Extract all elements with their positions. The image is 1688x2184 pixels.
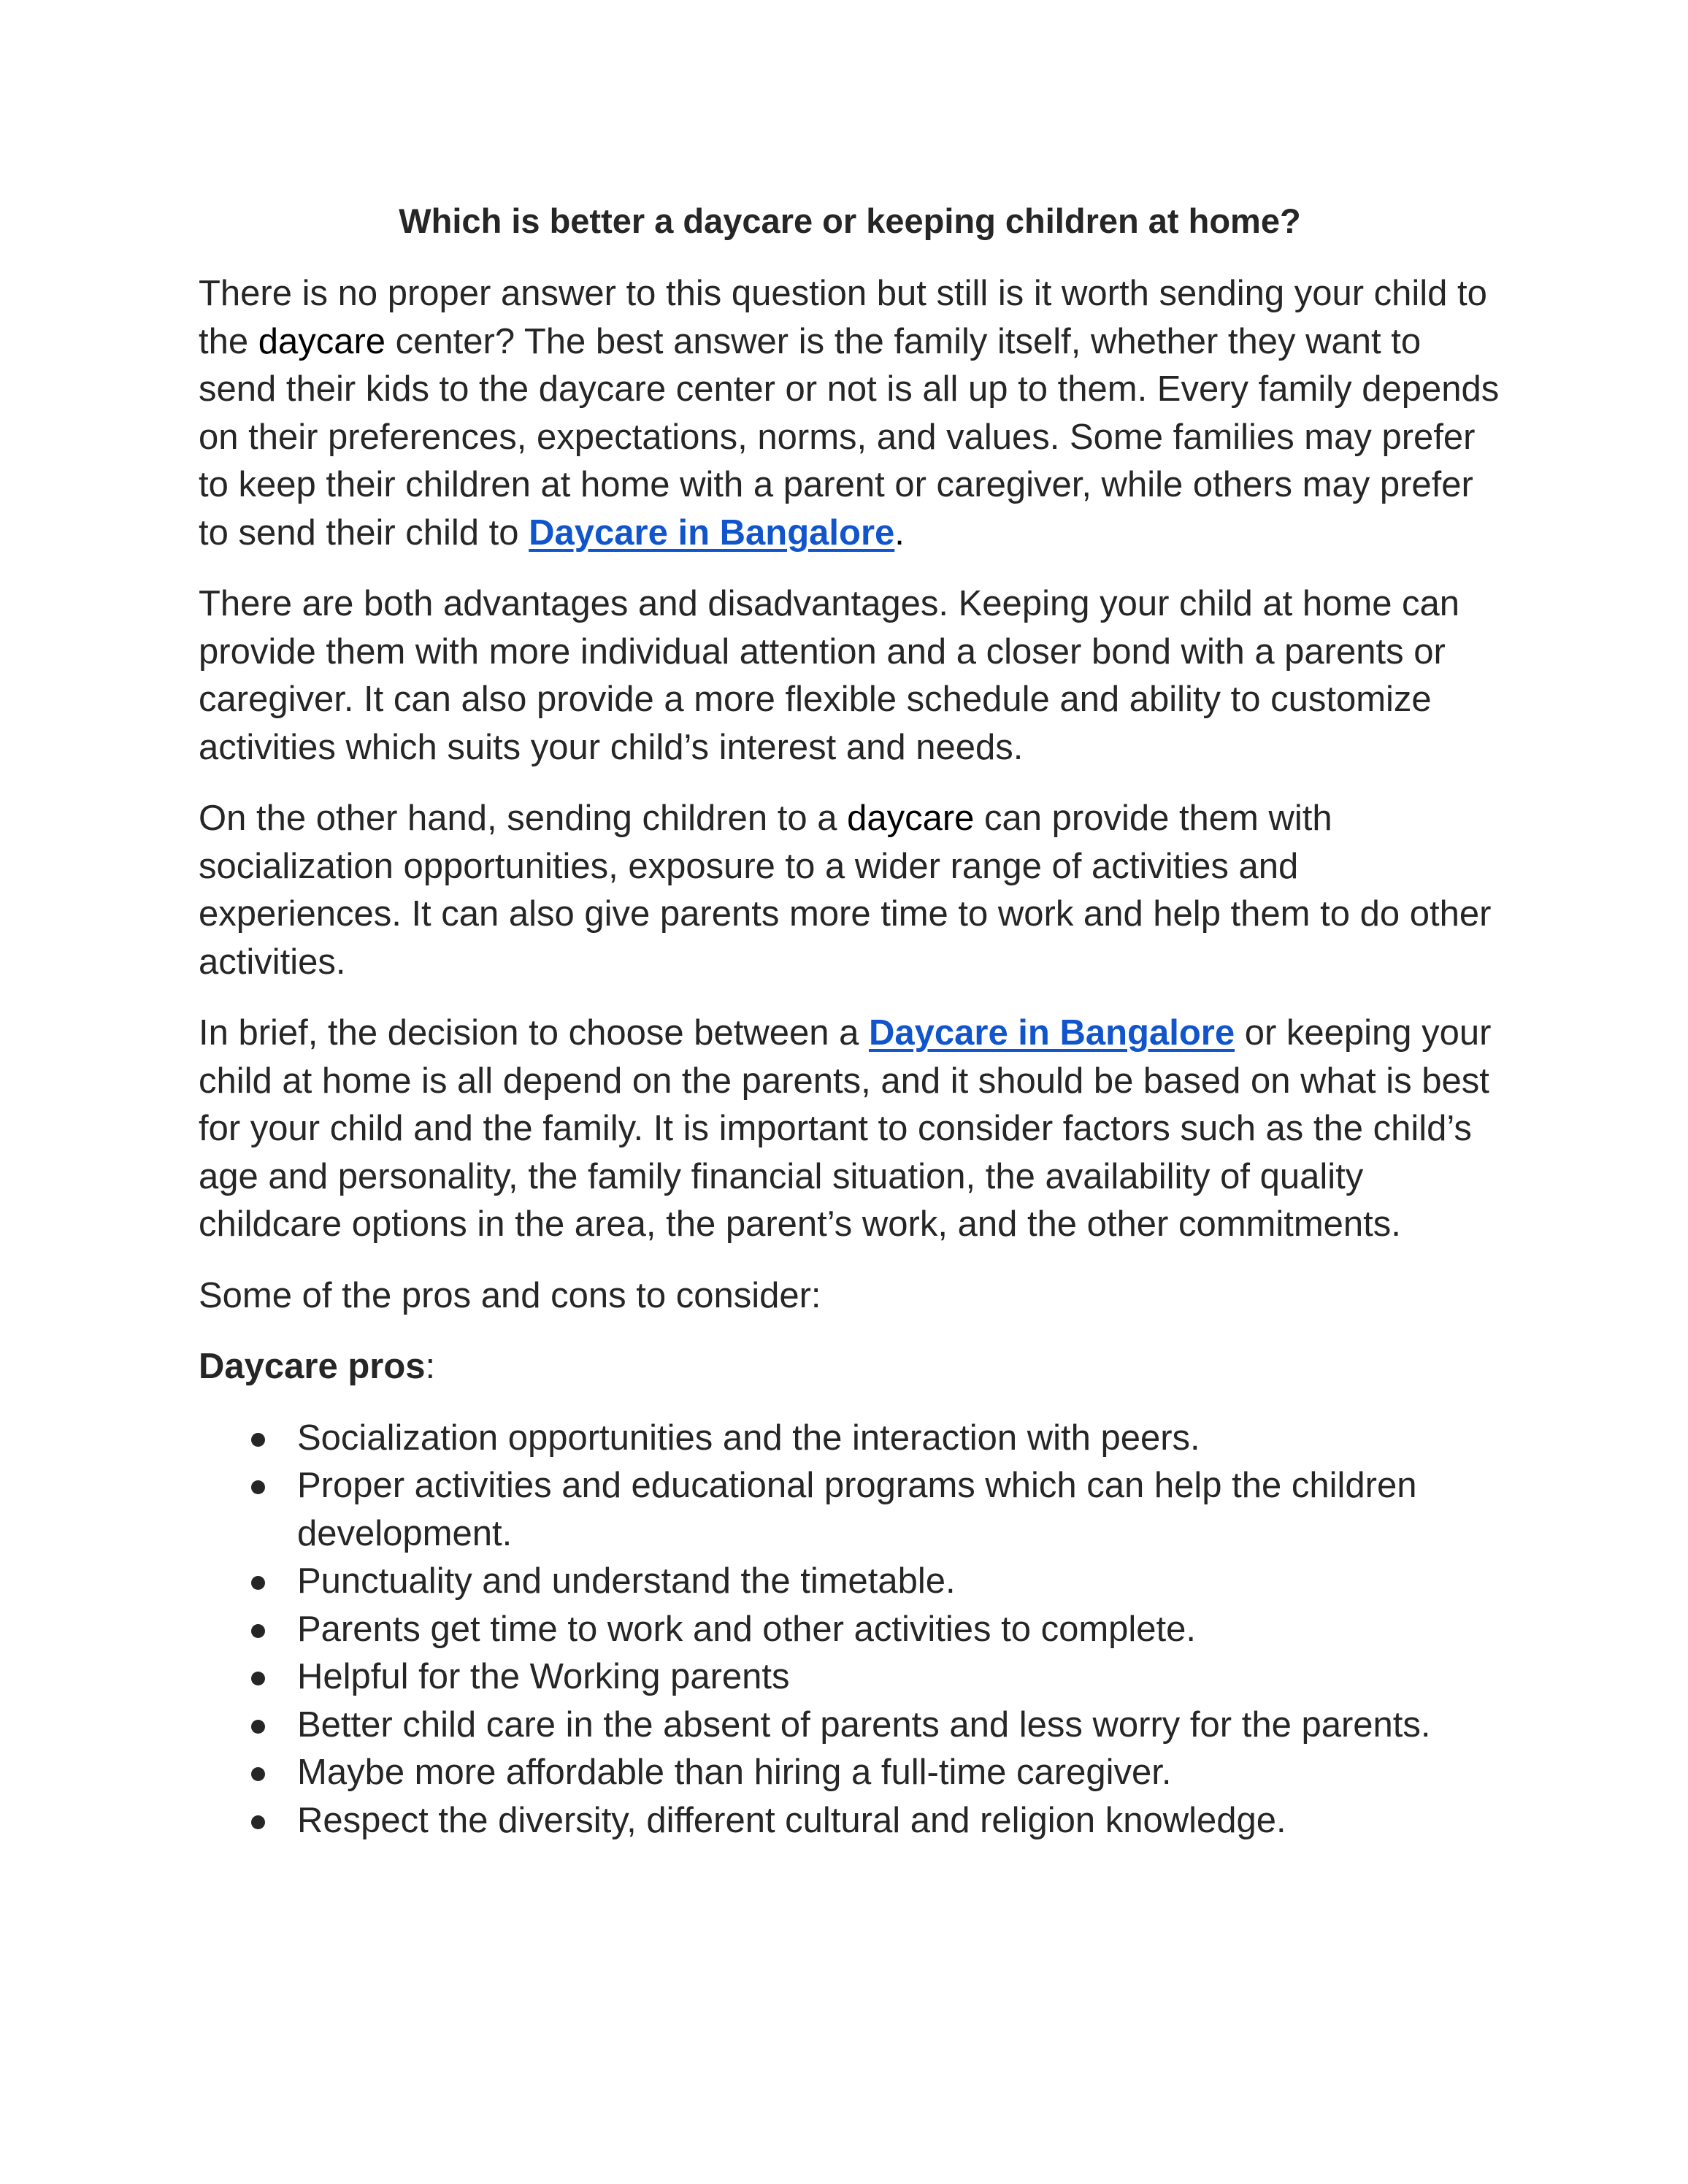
list-item-text: Respect the diversity, different cultural and religion knowledge. — [297, 1800, 1286, 1840]
list-item-text: Maybe more affordable than hiring a full-time caregiver. — [297, 1753, 1172, 1792]
text-run-daycare: daycare — [847, 799, 975, 838]
bullet-icon — [251, 1720, 265, 1734]
pros-heading-colon: : — [425, 1347, 436, 1386]
list-item-text: Helpful for the Working parents — [297, 1657, 790, 1696]
text-run: There is no proper answer to this question but still is it worth sending your child to the — [199, 274, 1487, 361]
text-run: center? The best answer is the family itself, whether they want to send their kids to the daycare center or not is all up to them. Every family depends on their preferences, expectations, norms, and values. Some families may prefer to keep their children at home with a parent or caregiver, while others may prefer to send their child to — [199, 321, 1500, 553]
list-item-text: Better child care in the absent of parents and less worry for the parents. — [297, 1704, 1431, 1745]
text-run-period: . — [894, 512, 905, 553]
paragraph-intro — [199, 270, 1501, 557]
list-item-text: Proper activities and educational programs which can help the children development. — [297, 1466, 1417, 1553]
list-item — [199, 1462, 1501, 1558]
bullet-icon — [251, 1480, 265, 1494]
document-page — [199, 197, 1501, 1845]
list-item-text: Socialization opportunities and the interaction with peers. — [297, 1418, 1200, 1458]
list-item-text: Punctuality and understand the timetable. — [297, 1561, 956, 1601]
document-title: Which is better a daycare or keeping children at home? — [399, 201, 1301, 240]
list-item — [199, 1749, 1501, 1797]
list-item — [199, 1606, 1501, 1654]
text-run: can provide them with socialization opportunities, exposure to a wider range of activities and experiences. It can also give parents more time to work and help them to do other activities. — [199, 799, 1492, 982]
pros-heading-label: Daycare pros — [199, 1347, 426, 1386]
daycare-in-bangalore-link-2[interactable]: Daycare in Bangalore — [868, 1013, 1235, 1053]
pros-list — [199, 1415, 1501, 1845]
bullet-icon — [251, 1576, 265, 1590]
bullet-icon — [251, 1815, 265, 1829]
bullet-icon — [251, 1672, 265, 1685]
list-item — [199, 1415, 1501, 1463]
text-run: In brief, the decision to choose between a — [199, 1013, 869, 1053]
list-item-text: Parents get time to work and other activities to complete. — [297, 1609, 1197, 1649]
paragraph-pros-cons-intro: Some of the pros and cons to consider: — [199, 1275, 821, 1315]
list-item — [199, 1558, 1501, 1606]
text-run: or keeping your child at home is all depend on the parents, and it should be based on what is best for your child and the family. It is important to consider factors such as the child’s age and personality, the family financial situation, the availability of quality childcare options in the area, the parent’s work, and the other commitments. — [199, 1013, 1492, 1244]
text-run: On the other hand, sending children to a — [199, 799, 848, 838]
list-item — [199, 1797, 1501, 1845]
paragraph-other-hand — [199, 795, 1501, 986]
pros-heading — [199, 1343, 1501, 1391]
list-item — [199, 1653, 1501, 1702]
text-run-daycare: daycare — [258, 321, 386, 361]
paragraph-in-brief — [199, 1010, 1501, 1249]
bullet-icon — [251, 1767, 265, 1781]
paragraph-advantages: There are both advantages and disadvantages. Keeping your child at home can provide them with more individual attention and a closer bond with a parents or caregiver. It can also provide a more flexible schedule and ability to customize activities which suits your child’s interest and needs. — [199, 584, 1460, 767]
list-item — [199, 1702, 1501, 1750]
bullet-icon — [251, 1433, 265, 1447]
daycare-in-bangalore-link[interactable]: Daycare in Bangalore — [529, 512, 895, 553]
bullet-icon — [251, 1624, 265, 1638]
